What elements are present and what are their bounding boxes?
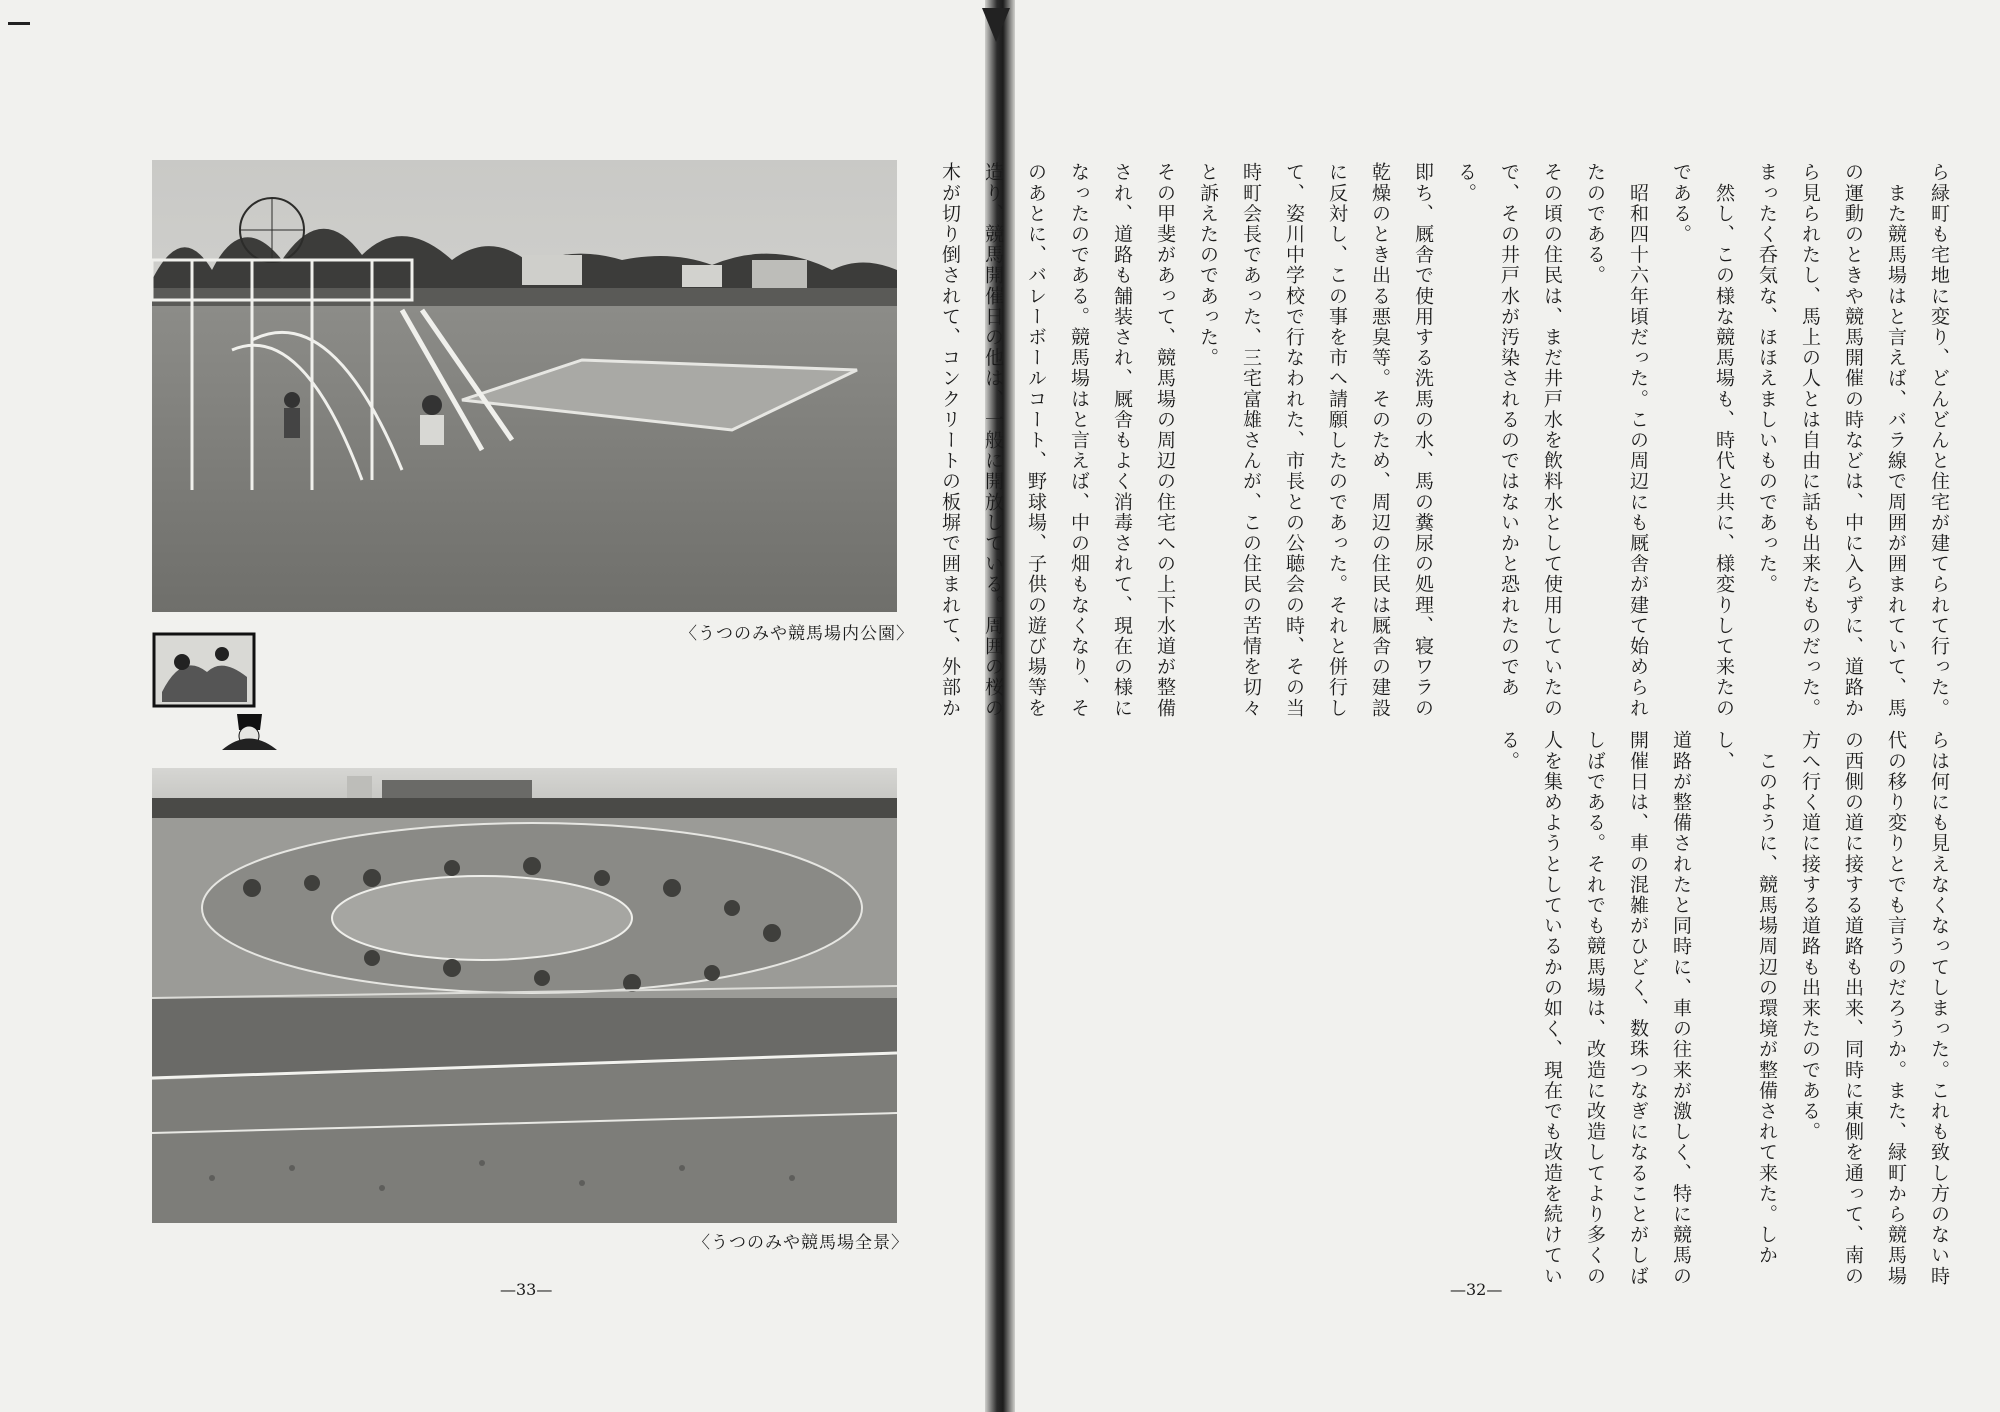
right-page [939, 0, 2000, 1412]
page-number-left: —33— [500, 1280, 553, 1299]
text-column: ら緑町も宅地に変り、どんどんと住宅が建てられて行った。 [1928, 162, 1950, 719]
text-column: に反対し、この事を市へ請願したのであった。それと併行し [1326, 162, 1348, 719]
corner-mark [8, 22, 30, 25]
text-column: 道路が整備されたと同時に、車の往来が激しく、特に競馬の [1670, 730, 1692, 1287]
text-column: 昭和四十六年頃だった。この周辺にも厩舎が建て始められ [1627, 162, 1649, 719]
full-view-photo-caption: 〈うつのみや競馬場全景〉 [693, 1233, 909, 1253]
text-column: の西側の道に接する道路も出来、同時に東側を通って、南の [1842, 730, 1864, 1287]
text-column: 代の移り変りとでも言うのだろうか。また、緑町から競馬場 [1885, 730, 1907, 1287]
text-column: と訴えたのであった。 [1197, 162, 1219, 368]
text-column: の運動のときや競馬開催の時などは、中に入らずに、道路か [1842, 162, 1864, 719]
text-column: である。 [1670, 162, 1692, 245]
text-column: 造り、競馬開催日の他は、一般に開放している。周囲の桜の [982, 162, 1004, 719]
text-column: このように、競馬場周辺の環境が整備されて来た。しかし、 [1713, 730, 1778, 1266]
text-column: で、その井戸水が汚染されるのではないかと恐れたのである。 [1455, 162, 1520, 698]
text-column: ら見られたし、馬上の人とは自由に話も出来たものだった。 [1799, 162, 1821, 719]
text-column: 方へ行く道に接する道路も出来たのである。 [1799, 730, 1821, 1142]
lower-text-block [1487, 730, 1960, 1290]
text-column: 即ち、厩舎で使用する洗馬の水、馬の糞尿の処理、寝ワラの [1412, 162, 1434, 719]
left-page [0, 0, 985, 1412]
jockey-cartoon-icon [152, 632, 282, 752]
text-column: なったのである。競馬場はと言えば、中の畑もなくなり、そ [1068, 162, 1090, 719]
page-number-right: —32— [1450, 1280, 1503, 1299]
text-column: 然し、この様な競馬場も、時代と共に、様変りして来たの [1713, 162, 1735, 719]
text-column: 乾燥のとき出る悪臭等。そのため、周辺の住民は厩舎の建設 [1369, 162, 1391, 719]
text-column: 人を集めようとしているかの如く、現在でも改造を続けてい [1541, 730, 1563, 1287]
text-column: 時町会長であった、三宅富雄さんが、この住民の苦情を切々 [1240, 162, 1262, 719]
text-column: たのである。 [1584, 162, 1606, 286]
park-photo-caption: 〈うつのみや競馬場内公園〉 [680, 624, 914, 644]
racecourse-park-photo [152, 160, 897, 612]
text-column: まったく呑気な、ほほえましいものであった。 [1756, 162, 1778, 595]
text-column: その甲斐があって、競馬場の周辺の住宅への上下水道が整備 [1154, 162, 1176, 719]
racecourse-full-view-photo [152, 768, 897, 1223]
text-column: しばである。それでも競馬場は、改造に改造してより多くの [1584, 730, 1606, 1287]
text-column: また競馬場はと言えば、バラ線で周囲が囲まれていて、馬 [1885, 162, 1907, 719]
upper-text-block [928, 162, 1960, 722]
text-column: され、道路も舗装され、厩舎もよく消毒されて、現在の様に [1111, 162, 1133, 719]
text-column: る。 [1498, 730, 1520, 772]
text-column: て、姿川中学校で行なわれた、市長との公聴会の時、その当 [1283, 162, 1305, 719]
text-column: のあとに、バレーボールコート、野球場、子供の遊び場等を [1025, 162, 1047, 719]
text-column: らは何にも見えなくなってしまった。これも致し方のない時 [1928, 730, 1950, 1287]
text-column: 木が切り倒されて、コンクリートの板塀で囲まれて、外部か [939, 162, 961, 719]
text-column: 開催日は、車の混雑がひどく、数珠つなぎになることがしば [1627, 730, 1649, 1287]
text-column: その頃の住民は、まだ井戸水を飲料水として使用していたの [1541, 162, 1563, 719]
